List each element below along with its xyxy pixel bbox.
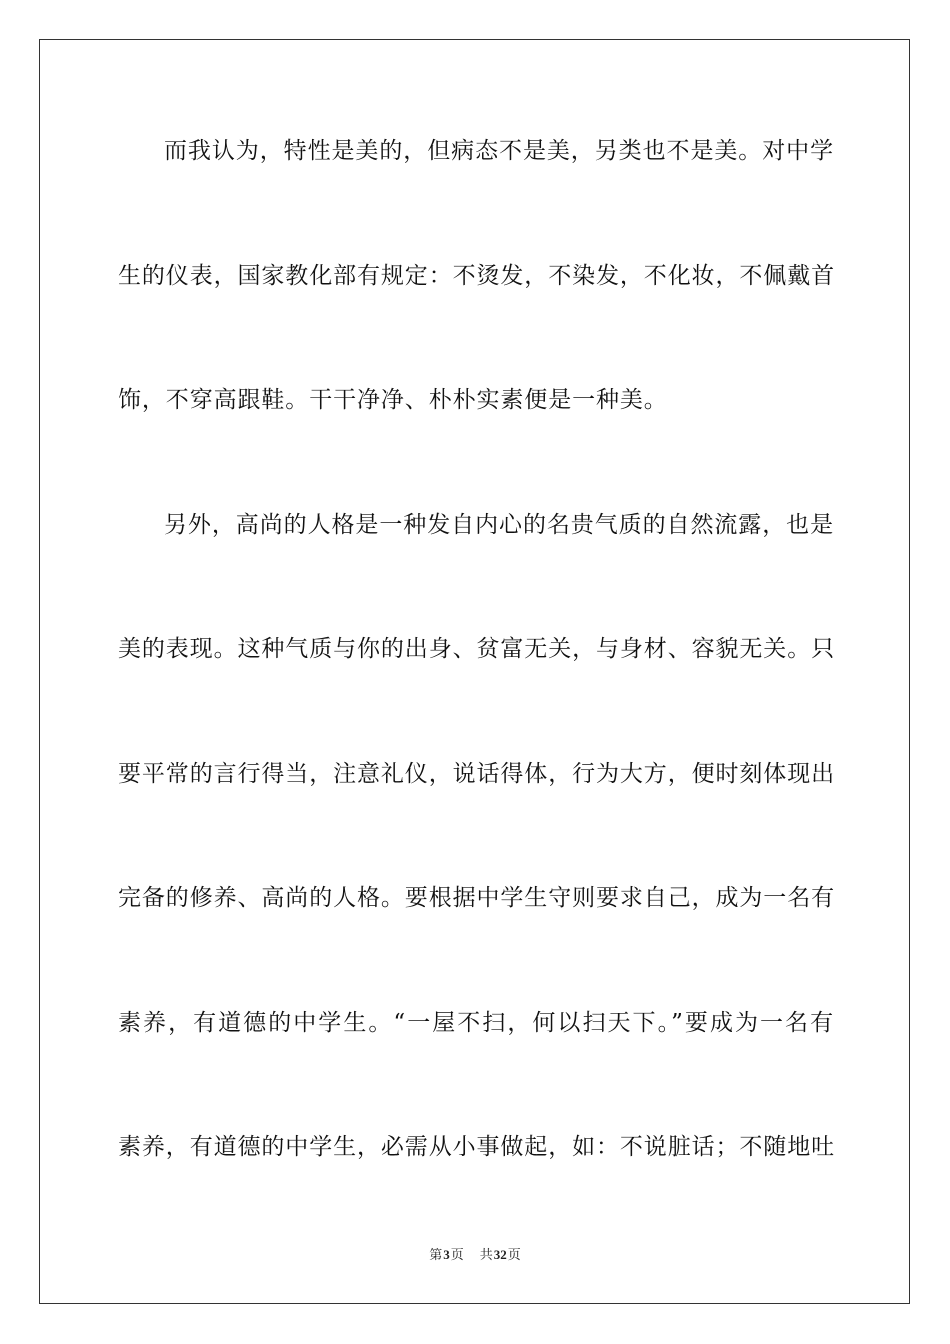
footer-page-suffix: 页 [450,1248,464,1263]
footer-page-current: 3 [443,1247,450,1262]
page-footer [0,1246,950,1265]
footer-page-total: 32 [493,1247,507,1262]
paragraph-2-line-5: 素养，有道德的中学生。“一屋不扫，何以扫天下。”要成为一名有 [118,1010,834,1036]
footer-total-suffix: 页 [507,1248,521,1263]
paragraph-1-line-3: 饰，不穿高跟鞋。干干净净、朴朴实素便是一种美。 [118,387,668,413]
paragraph-2-line-6: 素养，有道德的中学生，必需从小事做起，如：不说脏话；不随地吐 [118,1134,835,1160]
paragraph-1-line-2: 生的仪表，国家教化部有规定：不烫发，不染发，不化妆，不佩戴首 [118,263,835,289]
paragraph-2-line-2: 美的表现。这种气质与你的出身、贫富无关，与身材、容貌无关。只 [118,636,835,662]
paragraph-2-line-4: 完备的修养、高尚的人格。要根据中学生守则要求自己，成为一名有 [118,885,835,911]
paragraph-2-line-3: 要平常的言行得当，注意礼仪，说话得体，行为大方，便时刻体现出 [118,761,835,787]
footer-page-prefix: 第 [429,1248,443,1263]
footer-total-prefix: 共 [479,1248,493,1263]
page-border [39,39,910,1304]
paragraph-1-line-1: 而我认为，特性是美的，但病态不是美，另类也不是美。对中学 [164,138,834,164]
paragraph-2-line-1: 另外，高尚的人格是一种发自内心的名贵气质的自然流露，也是 [164,512,834,538]
